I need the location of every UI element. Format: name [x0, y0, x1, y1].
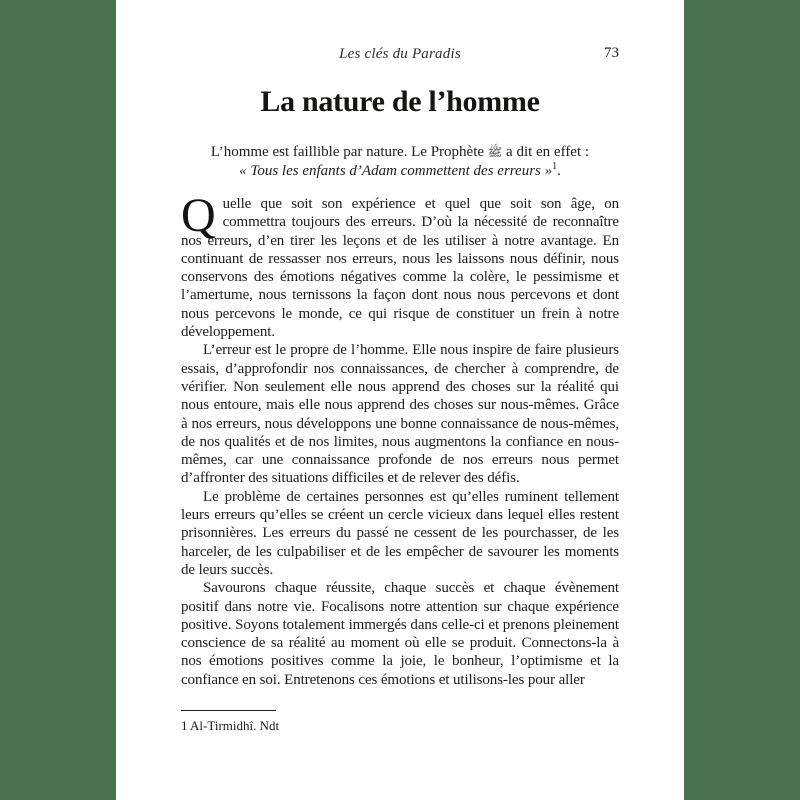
book-page: [116, 0, 684, 800]
footnote: [181, 710, 279, 734]
page-header: [181, 0, 619, 63]
intro-line-2: [181, 162, 619, 181]
footnote-rule: [181, 710, 276, 711]
chapter-title: La nature de l’homme: [260, 85, 540, 118]
intro-line-1-start: L’homme est faillible par nature. Le Prophète: [210, 144, 485, 160]
intro-line-1: [181, 143, 619, 162]
body-text: [181, 195, 619, 701]
intro-line-2-period: .: [557, 163, 561, 179]
paragraph-4: Savourons chaque réussite, chaque succès et chaque évènement positif dans notre vie. Focalisons notre attention sur chaque expérience positive. Soyons totalement immergés dans celle-ci et prenons pleinement conscience de sa réalité au moment où elle se produit. Connectons-la à nos émotions positives comme la joie, le bonheur, l’optimisme et la confiance en soi. Entretenons ces émotions et utilisons-les pour aller: [181, 580, 619, 688]
page-number: 73: [604, 45, 619, 61]
paragraph-1-text: uelle que soit son expérience et quel que soit son âge, on commettra toujours des erreurs. D’où la nécessité de reconnaître nos erreurs, d’en tirer les leçons et de les utiliser à notre avantage. En continuant de ressasser nos erreurs, nous les laissons nous définir, nous conservons des émotions négatives comme la colère, le pessimisme et l’amertume, nous ternissons la façon dont nous nous percevons et dont nous percevons le monde, ce qui risque de constituer un frein à notre développement.: [181, 196, 619, 341]
drop-cap: Q: [181, 195, 216, 242]
paragraph-3: Le problème de certaines personnes est qu’elles ruminent tellement leurs erreurs qu’elles se créent un cercle vicieux dans lequel elles restent prisonnières. Les erreurs du passé ne cessent de les pourchasser, de les harceler, de les culpabiliser et de les empêcher de savourer les moments de leurs succès.: [181, 488, 619, 578]
footnote-source: Al-Tirmidhî. Ndt: [190, 718, 280, 733]
running-title: Les clés du Paradis: [339, 46, 461, 62]
intro-quote-block: [181, 143, 619, 181]
hadith-quote: « Tous les enfants d’Adam commettent des erreurs »: [239, 163, 553, 179]
footnote-marker: 1: [181, 718, 188, 733]
intro-line-1-end: a dit en effet :: [506, 144, 590, 160]
paragraph-2: L’erreur est le propre de l’homme. Elle nous inspire de faire plusieurs essais, d’approfondir nos connaissances, de chercher à comprendre, de vérifier. Non seulement elle nous apprend des choses sur la réalité qui nous entoure, mais elle nous apprend des choses sur nous-mêmes. Grâce à nos erreurs, nous développons une bonne connaissance de nous-mêmes, de nos qualités et de nos limites, nous augmentons la confiance en nous-mêmes, car une connaissance profonde de nos erreurs nous permet d’affronter des situations difficiles et de relever des défis.: [181, 342, 619, 487]
footnote-reference: 1: [552, 161, 558, 172]
prophet-honorific-icon: ﷺ: [487, 145, 503, 159]
footnote-text: [181, 717, 279, 734]
paragraph-1: [181, 195, 619, 341]
